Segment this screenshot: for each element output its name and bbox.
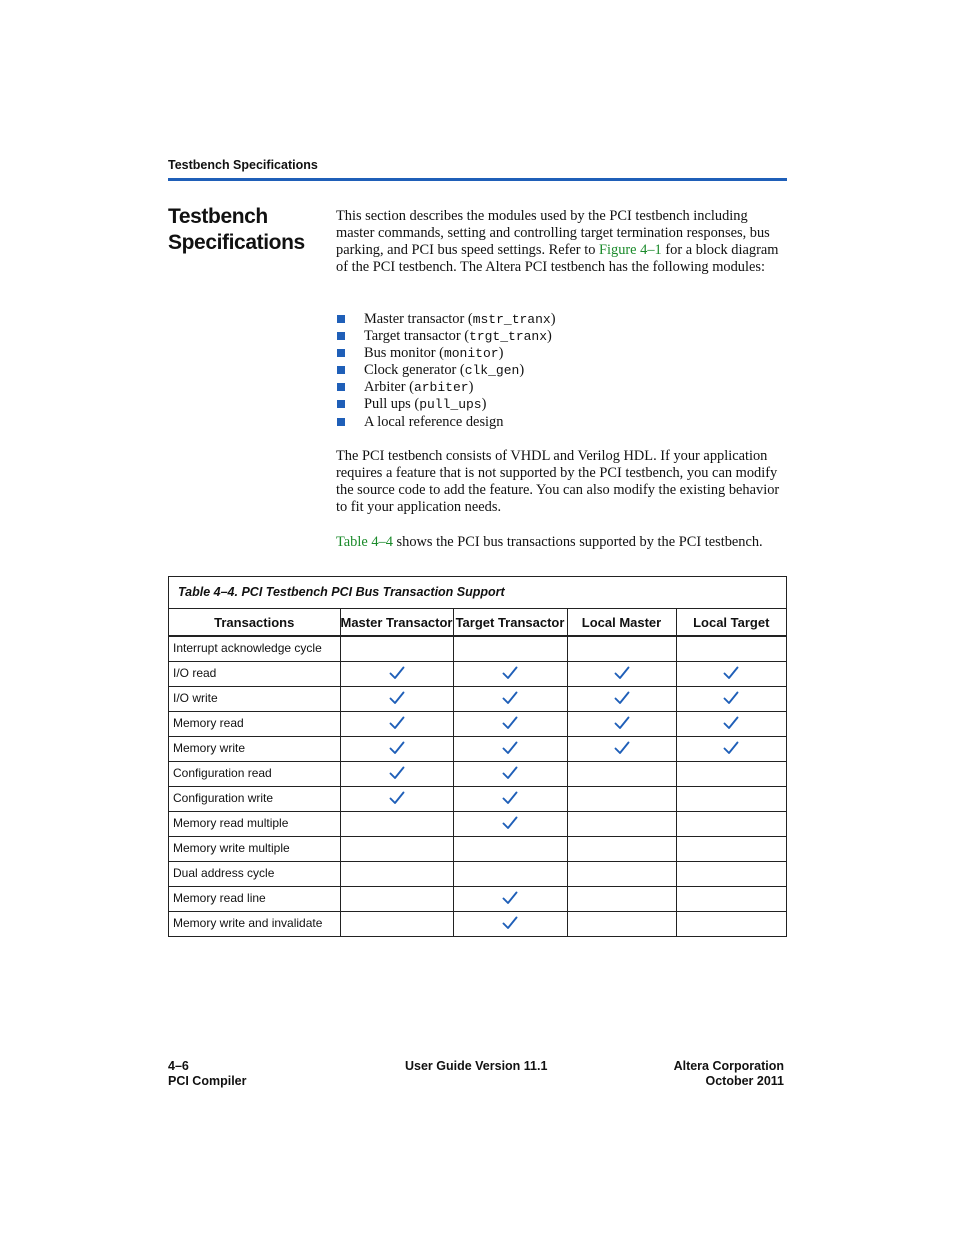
transaction-label: I/O write <box>169 687 340 712</box>
support-cell <box>567 762 676 787</box>
module-list-item <box>336 396 788 413</box>
table-row <box>169 687 786 712</box>
bullet-square-icon <box>337 400 345 408</box>
support-cell <box>340 687 453 712</box>
support-cell <box>567 787 676 812</box>
product-name: PCI Compiler <box>168 1074 247 1088</box>
checkmark-icon <box>614 666 630 680</box>
checkmark-icon <box>614 741 630 755</box>
support-cell <box>453 687 567 712</box>
support-cell <box>453 812 567 837</box>
checkmark-icon <box>723 716 739 730</box>
table-row <box>169 662 786 687</box>
transaction-label: Memory write multiple <box>169 837 340 862</box>
publish-date: October 2011 <box>705 1074 784 1088</box>
support-cell <box>676 687 786 712</box>
module-list-item <box>336 345 788 362</box>
header-rule <box>168 178 787 181</box>
checkmark-icon <box>502 741 518 755</box>
table-row <box>169 812 786 837</box>
checkmark-icon <box>502 791 518 805</box>
checkmark-icon <box>389 691 405 705</box>
module-list <box>336 311 788 431</box>
checkmark-icon <box>502 716 518 730</box>
module-code-name: clk_gen <box>464 363 520 379</box>
support-cell <box>567 662 676 687</box>
support-cell <box>453 636 567 662</box>
module-list-item <box>336 379 788 396</box>
table-caption: Table 4–4. PCI Testbench PCI Bus Transaction Support <box>169 577 786 609</box>
support-cell <box>340 862 453 887</box>
transaction-label: Configuration write <box>169 787 340 812</box>
checkmark-icon <box>389 791 405 805</box>
checkmark-icon <box>389 766 405 780</box>
hdl-paragraph-text: The PCI testbench consists of VHDL and Verilog HDL. If your application requires a feature that is not supported by the PCI testbench, you can modify the source code to add the feature. You can also modify the existing behavior to fit your application needs. <box>336 448 780 516</box>
support-cell <box>676 662 786 687</box>
transaction-label: Interrupt acknowledge cycle <box>169 636 340 662</box>
column-header: Transactions <box>169 609 340 636</box>
support-cell <box>676 862 786 887</box>
support-cell <box>453 762 567 787</box>
support-cell <box>676 912 786 937</box>
transaction-label: Memory write <box>169 737 340 762</box>
section-title: Testbench Specifications <box>168 205 305 254</box>
support-cell <box>340 636 453 662</box>
support-cell <box>567 737 676 762</box>
module-label: Clock generator ( <box>364 362 465 379</box>
transaction-label: Memory read <box>169 712 340 737</box>
support-cell <box>453 912 567 937</box>
table-row <box>169 887 786 912</box>
company-name: Altera Corporation <box>673 1059 784 1073</box>
transaction-label: Memory read line <box>169 887 340 912</box>
support-cell <box>567 862 676 887</box>
checkmark-icon <box>502 691 518 705</box>
checkmark-icon <box>389 716 405 730</box>
module-list-item <box>336 328 788 345</box>
bullet-square-icon <box>337 349 345 357</box>
checkmark-icon <box>389 666 405 680</box>
column-header: Master Transactor <box>340 609 453 636</box>
support-cell <box>676 737 786 762</box>
table-row <box>169 636 786 662</box>
support-cell <box>676 762 786 787</box>
footer-right <box>674 1059 784 1089</box>
module-close-paren: ) <box>481 396 487 413</box>
support-cell <box>453 737 567 762</box>
checkmark-icon <box>502 916 518 930</box>
bullet-square-icon <box>337 366 345 374</box>
running-header: Testbench Specifications <box>168 158 318 172</box>
support-cell <box>567 912 676 937</box>
bullet-square-icon <box>337 332 345 340</box>
support-cell <box>340 762 453 787</box>
module-code-name: trgt_tranx <box>469 329 548 345</box>
table-reference-text: shows the PCI bus transactions supported by the PCI testbench. <box>392 534 763 550</box>
transaction-label: Configuration read <box>169 762 340 787</box>
checkmark-icon <box>389 741 405 755</box>
table-reference-paragraph <box>336 534 788 551</box>
table-link[interactable]: Table 4–4 <box>336 534 393 550</box>
support-cell <box>340 712 453 737</box>
module-close-paren: ) <box>519 362 525 379</box>
support-cell <box>453 662 567 687</box>
transaction-support-table <box>168 576 787 937</box>
transaction-label: Memory write and invalidate <box>169 912 340 937</box>
column-header: Target Transactor <box>453 609 567 636</box>
support-cell <box>676 812 786 837</box>
column-header: Local Target <box>676 609 786 636</box>
figure-link[interactable]: Figure 4–1 <box>599 242 662 259</box>
checkmark-icon <box>502 766 518 780</box>
checkmark-icon <box>614 716 630 730</box>
module-close-paren: ) <box>547 328 552 345</box>
guide-version: User Guide Version 11.1 <box>405 1059 548 1073</box>
table-row <box>169 762 786 787</box>
module-close-paren: ) <box>550 311 556 327</box>
support-cell <box>340 887 453 912</box>
table-row <box>169 787 786 812</box>
module-close-paren: ) <box>468 379 474 396</box>
support-cell <box>567 712 676 737</box>
module-list-item <box>336 311 788 328</box>
intro-text-after: for a block diagram of the PCI testbench. The Altera PCI testbench has the following modules: <box>336 242 779 276</box>
module-code-name: pull_ups <box>419 397 482 413</box>
checkmark-icon <box>723 741 739 755</box>
support-cell <box>676 887 786 912</box>
table-row <box>169 912 786 937</box>
bullet-square-icon <box>337 418 345 426</box>
bullet-square-icon <box>337 315 345 323</box>
checkmark-icon <box>723 691 739 705</box>
support-cell <box>453 787 567 812</box>
support-cell <box>340 787 453 812</box>
page-number: 4–6 <box>168 1059 189 1073</box>
footer-center <box>405 1059 547 1074</box>
intro-text-before: This section describes the modules used by the PCI testbench including master commands, setting and controlling target termination responses, bus parking, and PCI bus speed settings. Refer to <box>336 208 770 259</box>
hdl-paragraph <box>336 448 788 516</box>
support-cell <box>676 837 786 862</box>
module-code-name: arbiter <box>413 380 469 396</box>
transaction-label: Dual address cycle <box>169 862 340 887</box>
module-code-name: mstr_tranx <box>472 312 551 327</box>
module-label: Arbiter ( <box>364 379 414 396</box>
checkmark-icon <box>502 816 518 830</box>
intro-paragraph <box>336 208 788 276</box>
checkmark-icon <box>502 666 518 680</box>
bullet-square-icon <box>337 383 345 391</box>
footer-left <box>168 1059 247 1089</box>
module-close-paren: ) <box>498 345 504 362</box>
module-list-item <box>336 362 788 379</box>
table-row <box>169 712 786 737</box>
transaction-label: I/O read <box>169 662 340 687</box>
module-label: A local reference design <box>364 413 504 430</box>
module-code-name: monitor <box>443 346 499 362</box>
support-cell <box>567 687 676 712</box>
support-cell <box>453 862 567 887</box>
support-cell <box>453 837 567 862</box>
support-cell <box>567 887 676 912</box>
transaction-label: Memory read multiple <box>169 812 340 837</box>
checkmark-icon <box>502 891 518 905</box>
support-cell <box>340 812 453 837</box>
support-cell <box>340 662 453 687</box>
support-cell <box>567 837 676 862</box>
support-cell <box>676 787 786 812</box>
module-label: Bus monitor ( <box>364 345 444 362</box>
column-header: Local Master <box>567 609 676 636</box>
module-label: Target transactor ( <box>364 328 470 345</box>
module-label: Pull ups ( <box>364 396 420 413</box>
module-list-item <box>336 414 788 431</box>
module-label: Master transactor ( <box>364 311 473 327</box>
support-cell <box>453 887 567 912</box>
support-cell <box>676 712 786 737</box>
support-cell <box>340 912 453 937</box>
support-cell <box>676 636 786 662</box>
support-cell <box>453 712 567 737</box>
table-row <box>169 837 786 862</box>
support-cell <box>567 812 676 837</box>
table-row <box>169 737 786 762</box>
checkmark-icon <box>723 666 739 680</box>
table-row <box>169 862 786 887</box>
checkmark-icon <box>614 691 630 705</box>
support-cell <box>340 737 453 762</box>
support-cell <box>567 636 676 662</box>
support-cell <box>340 837 453 862</box>
